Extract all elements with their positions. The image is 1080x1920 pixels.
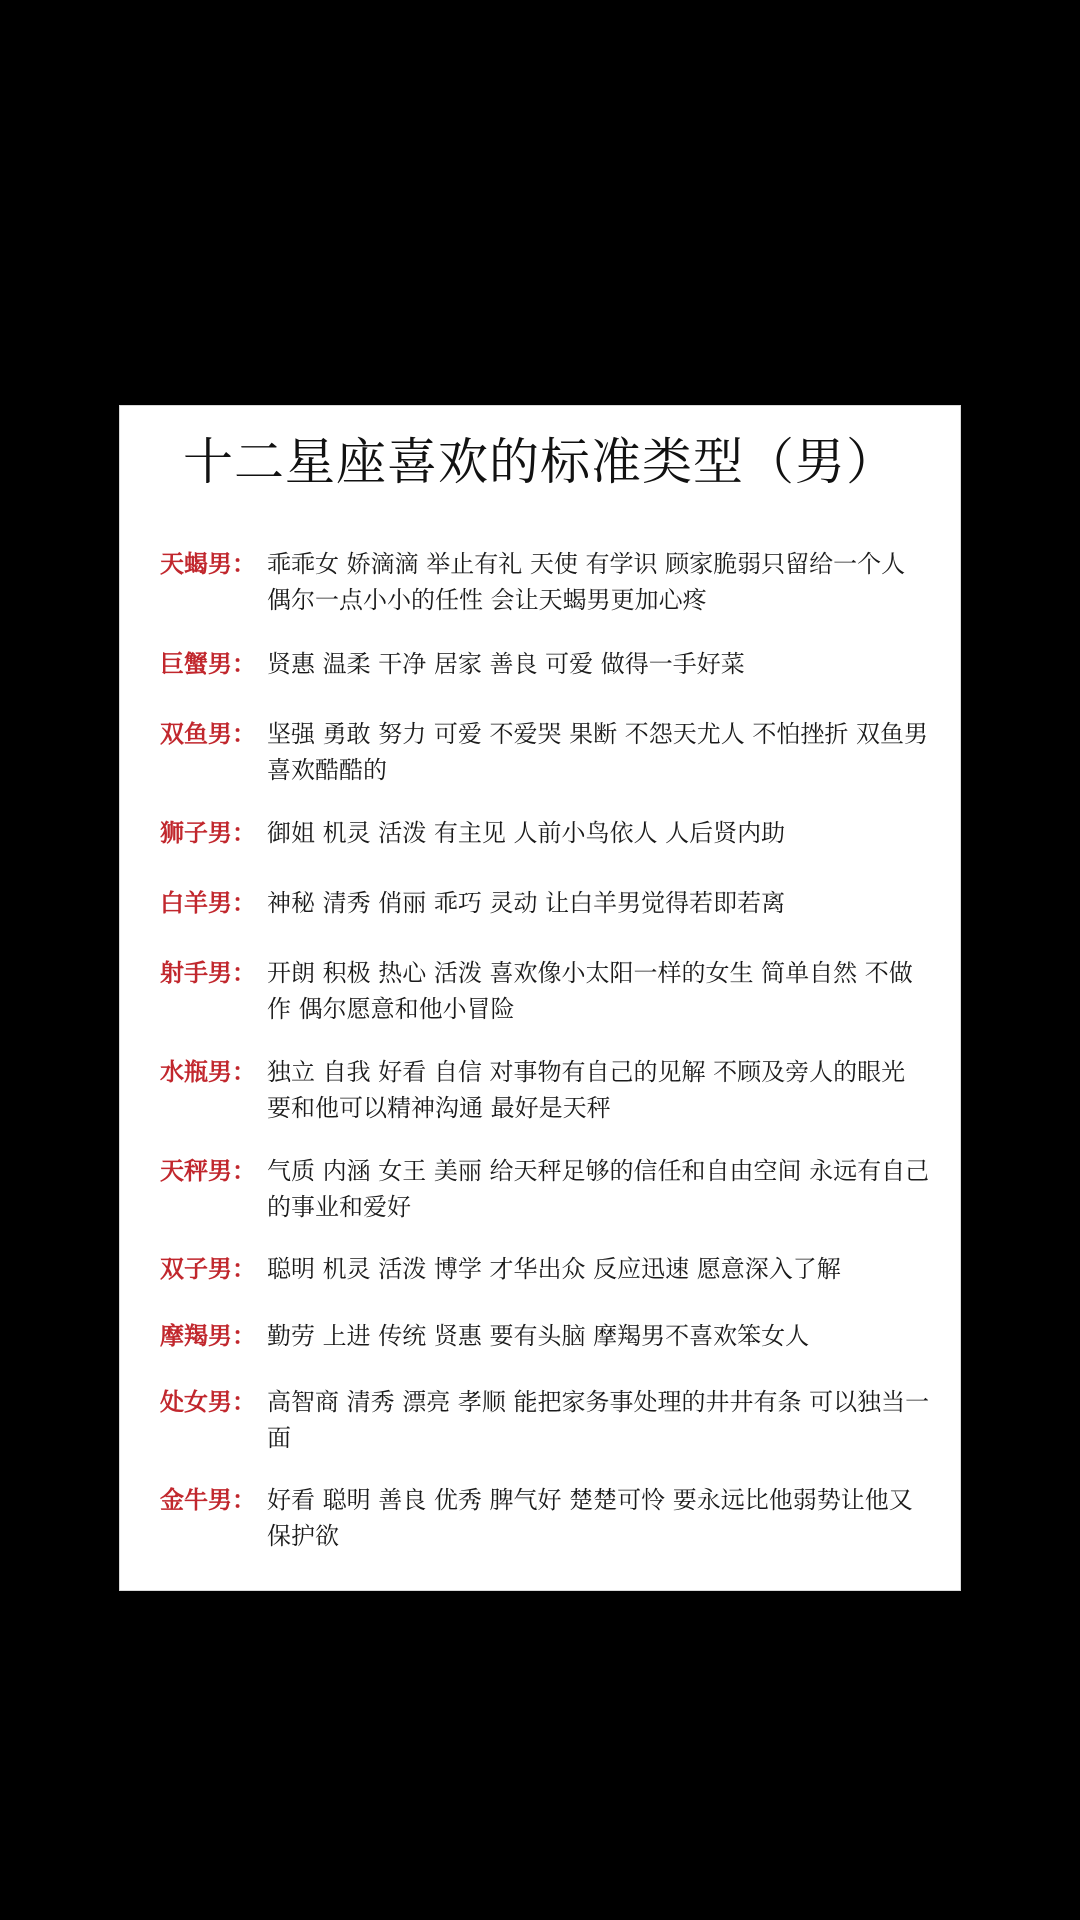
entry-scorpio bbox=[160, 546, 930, 618]
sign-description: 坚强 勇敢 努力 可爱 不爱哭 果断 不怨天尤人 不怕挫折 双鱼男喜欢酷酷的 bbox=[267, 720, 929, 784]
entry-cancer bbox=[160, 646, 930, 682]
content-card bbox=[119, 405, 961, 1591]
entry-virgo bbox=[160, 1384, 930, 1456]
entry-aquarius bbox=[160, 1054, 930, 1126]
sign-label: 金牛男： bbox=[160, 1486, 256, 1514]
sign-label: 射手男： bbox=[160, 959, 256, 987]
sign-label: 摩羯男： bbox=[160, 1322, 256, 1350]
sign-description: 好看 聪明 善良 优秀 脾气好 楚楚可怜 要永远比他弱势让他又保护欲 bbox=[267, 1486, 913, 1550]
entry-taurus bbox=[160, 1482, 930, 1554]
entry-pisces bbox=[160, 716, 930, 788]
sign-label: 白羊男： bbox=[160, 889, 256, 917]
sign-label: 水瓶男： bbox=[160, 1058, 256, 1086]
entry-libra bbox=[160, 1153, 930, 1225]
sign-label: 双鱼男： bbox=[160, 720, 256, 748]
sign-description: 气质 内涵 女王 美丽 给天秤足够的信任和自由空间 永远有自己的事业和爱好 bbox=[267, 1157, 930, 1221]
sign-label: 处女男： bbox=[160, 1388, 256, 1416]
sign-label: 天蝎男： bbox=[160, 550, 256, 578]
entry-aries bbox=[160, 885, 930, 921]
entry-capricorn bbox=[160, 1318, 930, 1354]
entry-gemini bbox=[160, 1251, 930, 1287]
page-title: 十二星座喜欢的标准类型（男） bbox=[183, 433, 897, 491]
sign-label: 双子男： bbox=[160, 1255, 256, 1283]
sign-description: 御姐 机灵 活泼 有主见 人前小鸟依人 人后贤内助 bbox=[267, 819, 786, 847]
sign-label: 狮子男： bbox=[160, 819, 256, 847]
sign-label: 天秤男： bbox=[160, 1157, 256, 1185]
sign-description: 贤惠 温柔 干净 居家 善良 可爱 做得一手好菜 bbox=[267, 650, 745, 678]
entry-sagittarius bbox=[160, 955, 930, 1027]
sign-description: 神秘 清秀 俏丽 乖巧 灵动 让白羊男觉得若即若离 bbox=[267, 889, 786, 917]
sign-description: 乖乖女 娇滴滴 举止有礼 天使 有学识 顾家脆弱只留给一个人 偶尔一点小小的任性 会让天蝎男更加心疼 bbox=[267, 550, 906, 614]
sign-description: 聪明 机灵 活泼 博学 才华出众 反应迅速 愿意深入了解 bbox=[267, 1255, 841, 1283]
sign-description: 勤劳 上进 传统 贤惠 要有头脑 摩羯男不喜欢笨女人 bbox=[267, 1322, 810, 1350]
sign-label: 巨蟹男： bbox=[160, 650, 256, 678]
entry-leo bbox=[160, 815, 930, 851]
sign-description: 独立 自我 好看 自信 对事物有自己的见解 不顾及旁人的眼光 要和他可以精神沟通 最好是天秤 bbox=[267, 1058, 906, 1122]
sign-description: 高智商 清秀 漂亮 孝顺 能把家务事处理的井井有条 可以独当一面 bbox=[267, 1388, 930, 1452]
sign-description: 开朗 积极 热心 活泼 喜欢像小太阳一样的女生 简单自然 不做作 偶尔愿意和他小冒险 bbox=[267, 959, 913, 1023]
